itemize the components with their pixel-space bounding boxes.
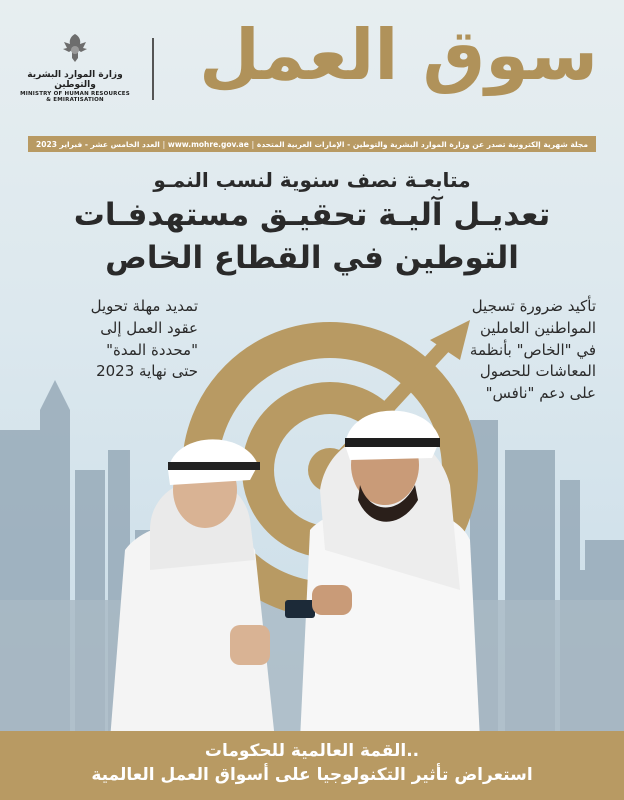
right-story-line: المعاشات للحصول: [479, 362, 596, 381]
ministry-logo-text: [16, 70, 134, 103]
info-separator: |: [251, 139, 255, 149]
ministry-name-en-2: & EMIRATISATION: [46, 97, 104, 103]
masthead-title: سوق العمل: [199, 14, 598, 96]
bottom-banner: [0, 731, 624, 800]
left-story: [28, 296, 198, 383]
banner-line-2: استعراض تأثير التكنولوجيا على أسواق العمل العالمية: [91, 765, 533, 785]
headline-line-1: تعديـل آليـة تحقيـق مستهدفـات: [73, 197, 551, 233]
website-link[interactable]: www.mohre.gov.ae: [167, 139, 249, 149]
ministry-name-en-1: MINISTRY OF HUMAN RESOURCES: [20, 90, 130, 97]
left-story-line: "محددة المدة": [106, 340, 198, 359]
magazine-description: مجلة شهرية إلكترونية تصدر عن وزارة الموارد البشرية والتوطين - الإمارات العربية المتحدة: [256, 139, 588, 149]
ministry-name-ar: وزارة الموارد البشرية والتوطين: [27, 70, 123, 91]
right-story: [396, 296, 596, 405]
header-divider: [152, 38, 154, 100]
uae-emblem-icon: [60, 32, 90, 64]
info-bar: [28, 136, 596, 152]
left-story-line: تمديد مهلة تحويل: [90, 297, 198, 315]
right-story-line: على دعم "نافس": [485, 384, 596, 402]
cover-headline: [0, 194, 624, 281]
right-story-line: تأكيد ضرورة تسجيل: [471, 297, 596, 315]
right-story-line: في "الخاص" بأنظمة: [469, 340, 596, 359]
left-story-line: عقود العمل إلى: [100, 318, 198, 337]
left-story-line: حتى نهاية 2023: [96, 362, 198, 381]
headline-line-2: التوطين في القطاع الخاص: [105, 240, 519, 277]
cover-kicker: متابعـة نصف سنوية لنسب النمـو: [153, 168, 471, 192]
info-separator: |: [162, 139, 166, 149]
issue-info: العدد الخامس عشر - فبراير 2023: [36, 139, 160, 149]
banner-line-1: القمة العالمية للحكومات..: [204, 741, 420, 761]
right-story-line: المواطنين العاملين: [480, 318, 596, 337]
